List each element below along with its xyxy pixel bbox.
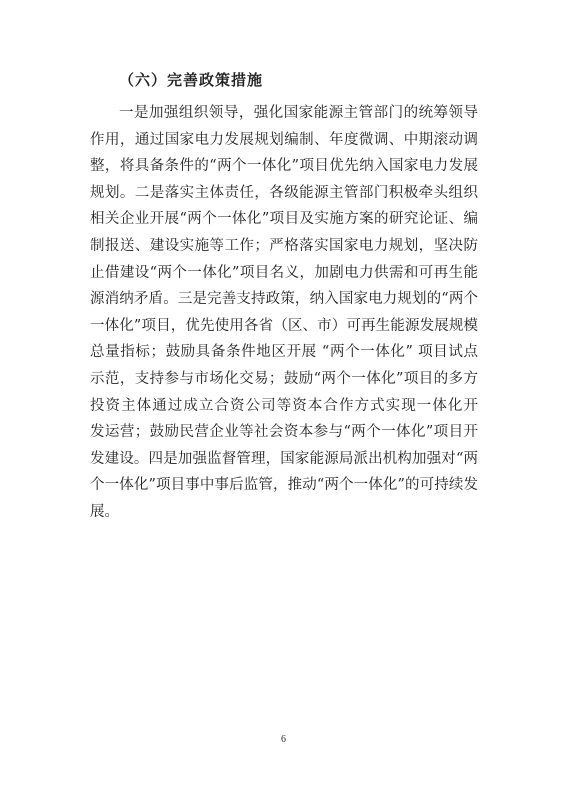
- page-number: 6: [281, 734, 286, 745]
- body-line: 一体化”项目，优先使用各省（区、市）可再生能源发展规模: [90, 317, 478, 334]
- section-heading: （六）完善政策措施: [119, 71, 264, 89]
- body-line: 源消纳矛盾。三是完善支持政策，纳入国家电力规划的“两个: [90, 291, 478, 308]
- body-line: 作用，通过国家电力发展规划编制、年度微调、中期滚动调: [90, 131, 478, 148]
- body-line: 整，将具备条件的“两个一体化”项目优先纳入国家电力发展: [90, 158, 478, 175]
- body-line: 发建设。四是加强监督管理，国家能源局派出机构加强对“两: [90, 450, 478, 467]
- body-line: 展。: [90, 503, 119, 520]
- body-line: 一是加强组织领导，强化国家能源主管部门的统筹领导: [119, 105, 478, 121]
- body-line: 个一体化”项目事中事后监管，推动“两个一体化”的可持续发: [90, 477, 478, 494]
- body-line: 投资主体通过成立合资公司等资本合作方式实现一体化开: [90, 397, 478, 414]
- body-line: 发运营；鼓励民营企业等社会资本参与“两个一体化”项目开: [90, 424, 478, 441]
- body-line: 总量指标；鼓励具备条件地区开展 “两个一体化” 项目试点: [90, 344, 478, 361]
- body-line: 示范，支持参与市场化交易；鼓励“两个一体化”项目的多方: [90, 370, 478, 387]
- body-line: 止借建设“两个一体化”项目名义，加剧电力供需和可再生能: [90, 264, 478, 281]
- body-line: 规划。二是落实主体责任，各级能源主管部门积极牵头组织: [90, 184, 478, 201]
- body-line: 制报送、建设实施等工作；严格落实国家电力规划，坚决防: [90, 237, 478, 254]
- body-line: 相关企业开展“两个一体化”项目及实施方案的研究论证、编: [90, 211, 478, 228]
- section-body: [90, 100, 478, 526]
